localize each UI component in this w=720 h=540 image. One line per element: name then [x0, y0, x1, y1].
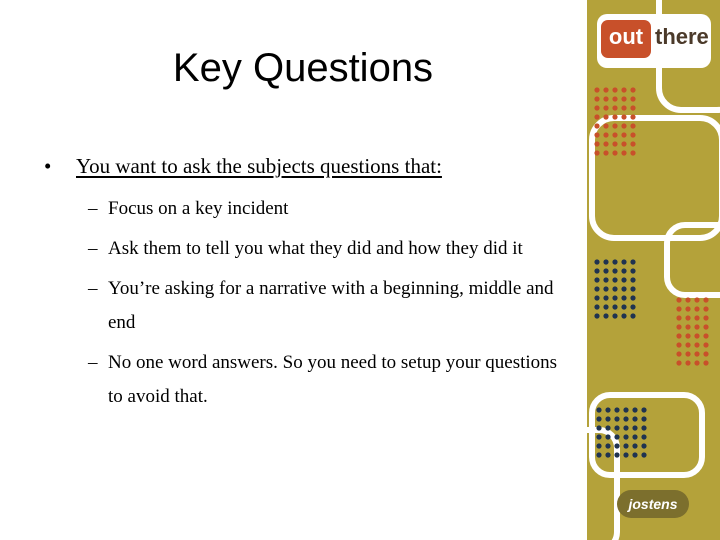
decorative-dot [612, 268, 617, 273]
decorative-dot [685, 315, 690, 320]
sub-bullet-list [38, 192, 578, 414]
decorative-dot [594, 114, 599, 119]
decorative-dot [641, 407, 646, 412]
decorative-dot [614, 425, 619, 430]
decorative-dot [694, 342, 699, 347]
slide-content [38, 150, 578, 420]
decorative-dot [623, 425, 628, 430]
decorative-dot [594, 141, 599, 146]
decorative-dot [703, 351, 708, 356]
decorative-dot [621, 105, 626, 110]
decorative-dot [621, 123, 626, 128]
decorative-dot [641, 452, 646, 457]
decorative-dot [621, 132, 626, 137]
decorative-dot [630, 259, 635, 264]
decorative-dot [596, 443, 601, 448]
decorative-dot [612, 87, 617, 92]
decorative-dot [630, 304, 635, 309]
decorative-dot [623, 443, 628, 448]
decorative-dot [594, 268, 599, 273]
decorative-dot [630, 105, 635, 110]
decorative-dot [596, 407, 601, 412]
decorative-dot [603, 87, 608, 92]
decorative-dot [603, 304, 608, 309]
decorative-dot [612, 141, 617, 146]
decorative-dot [603, 123, 608, 128]
decorative-dot [614, 416, 619, 421]
decorative-dot [594, 87, 599, 92]
decorative-dot [623, 416, 628, 421]
decorative-dot [630, 150, 635, 155]
decorative-dot [630, 87, 635, 92]
decorative-dot [603, 114, 608, 119]
dash-marker: – [88, 278, 98, 299]
decorative-dot [621, 87, 626, 92]
decorative-dot [641, 434, 646, 439]
sub-bullet-item [38, 232, 564, 266]
decorative-dot [603, 295, 608, 300]
sub-bullet-item [38, 192, 564, 226]
decorative-dot [612, 132, 617, 137]
decorative-dot [603, 141, 608, 146]
decorative-dot [632, 452, 637, 457]
decorative-dot [612, 123, 617, 128]
decorative-dot [621, 295, 626, 300]
decorative-dot [603, 259, 608, 264]
sub-bullet-text: You’re asking for a narrative with a beginning, middle and end [108, 278, 554, 333]
decorative-dot [623, 434, 628, 439]
decorative-dot [603, 132, 608, 137]
decorative-dot [621, 268, 626, 273]
decorative-dot [594, 286, 599, 291]
decorative-dot [612, 304, 617, 309]
decorative-dot [685, 351, 690, 356]
decorative-dot [621, 150, 626, 155]
bullet-text: You want to ask the subjects questions that: [76, 154, 442, 178]
decorative-dot [676, 315, 681, 320]
decorative-dot [614, 443, 619, 448]
decorative-dot [676, 324, 681, 329]
decorative-dot [630, 141, 635, 146]
decorative-dot [621, 277, 626, 282]
decorative-dot [605, 452, 610, 457]
decorative-dot [612, 295, 617, 300]
decorative-dot [694, 297, 699, 302]
decorative-dot [632, 416, 637, 421]
sub-bullet-item [38, 272, 564, 340]
decorative-dot [594, 313, 599, 318]
decorative-dot [676, 297, 681, 302]
decorative-dot [630, 295, 635, 300]
decorative-dot [603, 268, 608, 273]
decorative-dot [594, 295, 599, 300]
decorative-dot [694, 324, 699, 329]
decorative-dot [694, 315, 699, 320]
decorative-dot [703, 315, 708, 320]
decorative-dot [594, 277, 599, 282]
decorative-dot [676, 360, 681, 365]
decorative-dot [694, 351, 699, 356]
decorative-dot [703, 360, 708, 365]
decorative-dot [630, 132, 635, 137]
sub-bullet-item [38, 346, 564, 414]
decorative-dot [630, 313, 635, 318]
jostens-logo: jostens [617, 490, 689, 518]
decorative-dot [641, 443, 646, 448]
decorative-dot [603, 96, 608, 101]
decorative-dot [630, 286, 635, 291]
decorative-pattern [587, 0, 720, 540]
decorative-dot [596, 452, 601, 457]
dash-marker: – [88, 198, 98, 219]
decorative-dot [676, 333, 681, 338]
decorative-side-panel [587, 0, 720, 540]
decorative-dot [621, 141, 626, 146]
decorative-dot [703, 333, 708, 338]
decorative-dot [603, 277, 608, 282]
decorative-dot [594, 96, 599, 101]
decorative-dot [605, 407, 610, 412]
decorative-dot [685, 360, 690, 365]
decorative-dot [614, 452, 619, 457]
bullet-item [38, 150, 578, 182]
decorative-dot [676, 351, 681, 356]
decorative-dot [630, 268, 635, 273]
sub-bullet-text: No one word answers. So you need to setup your questions to avoid that. [108, 352, 558, 407]
decorative-dot [621, 304, 626, 309]
dash-marker: – [88, 238, 98, 259]
decorative-dot [703, 306, 708, 311]
decorative-dot [621, 286, 626, 291]
decorative-dot [694, 360, 699, 365]
decorative-dot [614, 407, 619, 412]
decorative-dot [630, 114, 635, 119]
decorative-dot [632, 425, 637, 430]
logo-there-text: there [655, 24, 709, 49]
dash-marker: – [88, 352, 98, 373]
decorative-dot [632, 434, 637, 439]
decorative-dot [594, 132, 599, 137]
decorative-dot [685, 333, 690, 338]
decorative-dot [630, 96, 635, 101]
decorative-dot [632, 443, 637, 448]
decorative-dot [594, 304, 599, 309]
decorative-dot [596, 416, 601, 421]
slide-title: Key Questions [172, 46, 434, 90]
decorative-dot [623, 407, 628, 412]
decorative-dot [605, 434, 610, 439]
decorative-dot [630, 123, 635, 128]
decorative-dot [694, 306, 699, 311]
decorative-dot [630, 277, 635, 282]
decorative-dot [612, 114, 617, 119]
sub-bullet-text: Ask them to tell you what they did and how they did it [108, 238, 523, 259]
decorative-dot [621, 259, 626, 264]
decorative-dot [621, 313, 626, 318]
decorative-dot [612, 313, 617, 318]
decorative-dot [703, 324, 708, 329]
logo-out-text: out [601, 20, 651, 58]
decorative-dot [605, 443, 610, 448]
sub-bullet-text: Focus on a key incident [108, 198, 289, 219]
decorative-dot [603, 105, 608, 110]
decorative-dot [685, 306, 690, 311]
decorative-dot [594, 259, 599, 264]
decorative-dot [641, 416, 646, 421]
decorative-dot [612, 259, 617, 264]
decorative-dot [603, 313, 608, 318]
decorative-dot [676, 342, 681, 347]
decorative-dot [703, 342, 708, 347]
decorative-dot [612, 277, 617, 282]
decorative-dot [612, 105, 617, 110]
decorative-dot [603, 150, 608, 155]
decorative-dot [685, 324, 690, 329]
decorative-dot [623, 452, 628, 457]
decorative-dot [594, 150, 599, 155]
decorative-dot [612, 96, 617, 101]
decorative-dot [594, 123, 599, 128]
decorative-dot [685, 297, 690, 302]
decorative-dot [605, 425, 610, 430]
decorative-dot [676, 306, 681, 311]
decorative-dot [632, 407, 637, 412]
decorative-dot [685, 342, 690, 347]
decorative-dot [621, 114, 626, 119]
decorative-dot [596, 434, 601, 439]
decorative-dot [703, 297, 708, 302]
decorative-dot [621, 96, 626, 101]
rounded-outline-shape [592, 118, 720, 238]
decorative-dot [612, 286, 617, 291]
decorative-dot [594, 105, 599, 110]
decorative-dot [603, 286, 608, 291]
decorative-dot [605, 416, 610, 421]
decorative-dot [641, 425, 646, 430]
decorative-dot [694, 333, 699, 338]
decorative-dot [612, 150, 617, 155]
decorative-dot [614, 434, 619, 439]
out-there-logo [597, 14, 711, 68]
bullet-marker: • [44, 154, 52, 178]
decorative-dot [596, 425, 601, 430]
